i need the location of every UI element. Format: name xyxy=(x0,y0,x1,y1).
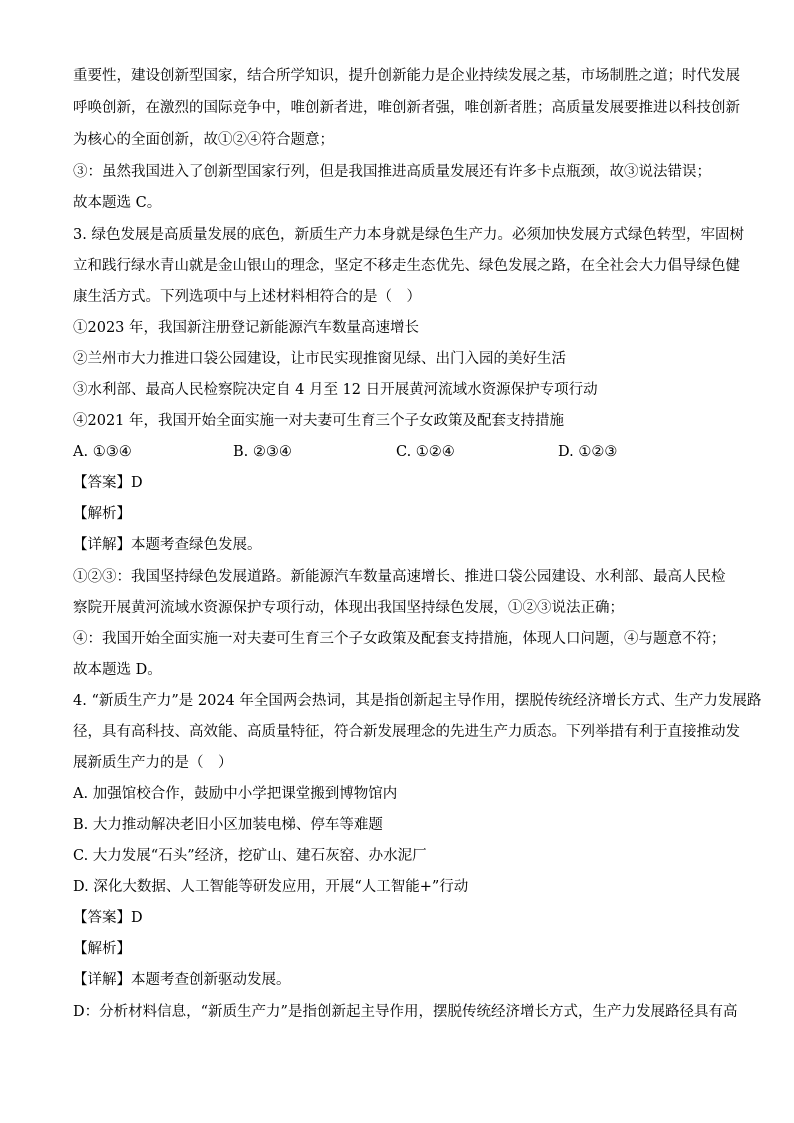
question-3-item: ①2023 年，我国新注册登记新能源汽车数量高速增长 xyxy=(73,320,420,336)
question-3-explanation: 察院开展黄河流域水资源保护专项行动，体现出我国坚持绿色发展，①②③说法正确； xyxy=(73,600,624,616)
question-4-stem: 4. “新质生产力”是 2024 年全国两会热词，其是指创新起主导作用，摆脱传统经济增长方式、生产力发展路 xyxy=(73,693,762,709)
question-3-option-c: C. ①②④ xyxy=(396,444,455,460)
question-4-option-a: A. 加强馆校合作，鼓励中小学把课堂搬到博物馆内 xyxy=(73,786,398,802)
question-3-option-a: A. ①③④ xyxy=(73,444,132,460)
question-3-detail: 【详解】本题考查绿色发展。 xyxy=(73,537,262,553)
question-3-stem: 立和践行绿水青山就是金山银山的理念，坚定不移走生态优先、绿色发展之路，在全社会大力倡导绿色健 xyxy=(73,258,740,274)
question-3-explanation: ①②③：我国坚持绿色发展道路。新能源汽车数量高速增长、推进口袋公园建设、水利部、最高人民检 xyxy=(73,569,726,585)
text-line: 故本题选 C。 xyxy=(73,195,162,211)
question-4-explanation: D：分析材料信息，“新质生产力”是指创新起主导作用，摆脱传统经济增长方式，生产力发展路径具有高 xyxy=(73,1004,738,1020)
question-3-item: ④2021 年，我国开始全面实施一对夫妻可生育三个子女政策及配套支持措施 xyxy=(73,413,565,429)
question-4-stem: 展新质生产力的是（ ） xyxy=(73,755,233,771)
question-4-stem: 径，具有高科技、高效能、高质量特征，符合新发展理念的先进生产力质态。下列举措有利于直接推动发 xyxy=(73,724,740,740)
text-line: 呼唤创新，在激烈的国际竞争中，唯创新者进，唯创新者强，唯创新者胜；高质量发展要推进以科技创新 xyxy=(73,100,740,116)
question-4-option-b: B. 大力推动解决老旧小区加装电梯、停车等难题 xyxy=(73,817,383,833)
question-3-stem: 康生活方式。下列选项中与上述材料相符合的是（ ） xyxy=(73,289,421,305)
question-4-detail: 【详解】本题考查创新驱动发展。 xyxy=(73,972,291,988)
text-line: ③：虽然我国进入了创新型国家行列，但是我国推进高质量发展还有许多卡点瓶颈，故③说法错误； xyxy=(73,164,711,180)
question-4-analysis-heading: 【解析】 xyxy=(73,941,131,957)
question-3-option-b: B. ②③④ xyxy=(233,444,292,460)
question-3-explanation: ④：我国开始全面实施一对夫妻可生育三个子女政策及配套支持措施，体现人口问题，④与题意不符； xyxy=(73,631,726,647)
question-3-option-d: D. ①②③ xyxy=(558,444,618,460)
question-3-stem: 3. 绿色发展是高质量发展的底色，新质生产力本身就是绿色生产力。必须加快发展方式绿色转型，牢固树 xyxy=(73,227,744,243)
question-4-option-d: D. 深化大数据、人工智能等研发应用，开展“人工智能+”行动 xyxy=(73,879,469,895)
question-3-answer: 【答案】D xyxy=(73,475,143,491)
text-line: 重要性，建设创新型国家，结合所学知识，提升创新能力是企业持续发展之基，市场制胜之道；时代发展 xyxy=(73,68,740,84)
question-3-item: ②兰州市大力推进口袋公园建设，让市民实现推窗见绿、出门入园的美好生活 xyxy=(73,351,566,367)
text-line: 为核心的全面创新，故①②④符合题意； xyxy=(73,132,334,148)
question-3-item: ③水利部、最高人民检察院决定自 4 月至 12 日开展黄河流域水资源保护专项行动 xyxy=(73,382,598,398)
question-4-answer: 【答案】D xyxy=(73,910,143,926)
question-3-analysis-heading: 【解析】 xyxy=(73,506,131,522)
question-3-explanation: 故本题选 D。 xyxy=(73,662,162,678)
question-4-option-c: C. 大力发展“石头”经济，挖矿山、建石灰窑、办水泥厂 xyxy=(73,848,427,864)
